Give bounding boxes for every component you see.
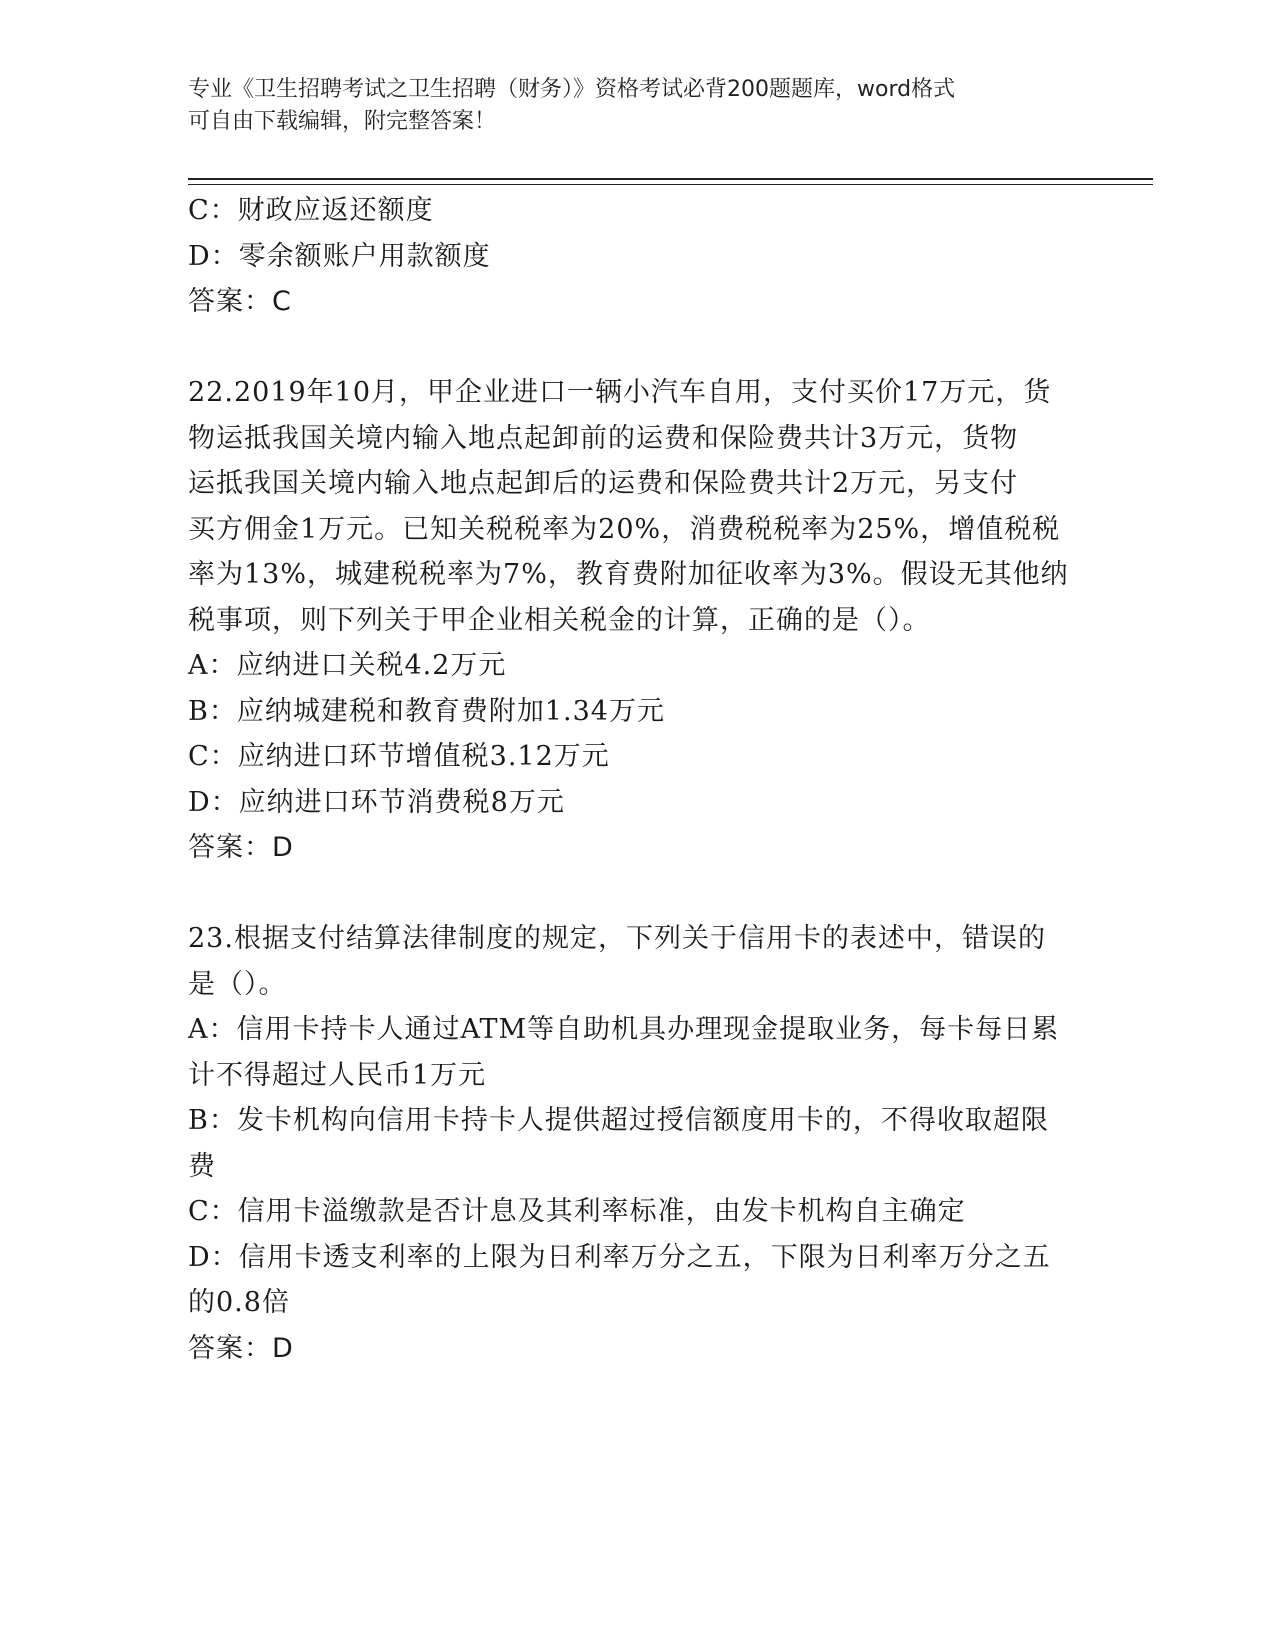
spacer: [188, 325, 1078, 371]
answer: 答案：C: [188, 286, 292, 317]
question-text-line: 23.根据支付结算法律制度的规定，下列关于信用卡的表述中，错误的: [188, 923, 1046, 954]
option-a-cont: 计不得超过人民币1万元: [188, 1059, 487, 1091]
spacer: [188, 871, 1078, 917]
option-d-cont: 的0.8倍: [188, 1287, 290, 1318]
question-text-line: 运抵我国关境内输入地点起卸后的运费和保险费共计2万元，另支付: [188, 468, 1019, 499]
option-b: B：发卡机构向信用卡持卡人提供超过授信额度用卡的，不得收取超限: [188, 1105, 1049, 1136]
option-c: C：信用卡溢缴款是否计息及其利率标准，由发卡机构自主确定: [188, 1196, 966, 1227]
option-b: B：应纳城建税和教育费附加1.34万元: [188, 695, 665, 727]
option-a: A：应纳进口关税4.2万元: [188, 650, 507, 681]
prev-question: [188, 188, 1078, 325]
question-text-line: 物运抵我国关境内输入地点起卸前的运费和保险费共计3万元，货物: [188, 422, 1019, 454]
option-b-cont: 费: [188, 1150, 216, 1182]
question-22: [188, 370, 1078, 871]
option-d: D：应纳进口环节消费税8万元: [188, 786, 565, 818]
question-23: [188, 916, 1078, 1371]
question-text-line: 税事项，则下列关于甲企业相关税金的计算，正确的是（）。: [188, 604, 931, 636]
answer: 答案：D: [188, 1332, 294, 1364]
option-d: D：零余额账户用款额度: [188, 240, 491, 272]
answer: 答案：D: [188, 832, 294, 863]
question-text-line: 22.2019年10月，甲企业进口一辆小汽车自用，支付买价17万元，货: [188, 377, 1052, 408]
header-line-1: 专业《卫生招聘考试之卫生招聘（财务）》资格考试必背200题题库，word格式: [188, 77, 956, 102]
header-line-2: 可自由下载编辑，附完整答案！: [188, 109, 497, 134]
document-body: [188, 188, 1078, 1371]
document-header: [188, 74, 1068, 138]
header-divider-thick: [188, 178, 1153, 180]
question-text-line: 买方佣金1万元。已知关税税率为20%，消费税税率为25%，增值税税: [188, 513, 1061, 545]
question-text-line: 是（）。: [188, 968, 287, 1000]
header-divider-thin: [188, 184, 1153, 185]
option-a: A：信用卡持卡人通过ATM等自助机具办理现金提取业务，每卡每日累: [188, 1014, 1060, 1045]
option-d: D：信用卡透支利率的上限为日利率万分之五，下限为日利率万分之五: [188, 1241, 1051, 1273]
option-c: C：财政应返还额度: [188, 195, 434, 226]
option-c: C：应纳进口环节增值税3.12万元: [188, 741, 610, 772]
question-text-line: 率为13%，城建税税率为7%，教育费附加征收率为3%。假设无其他纳: [188, 559, 1069, 590]
